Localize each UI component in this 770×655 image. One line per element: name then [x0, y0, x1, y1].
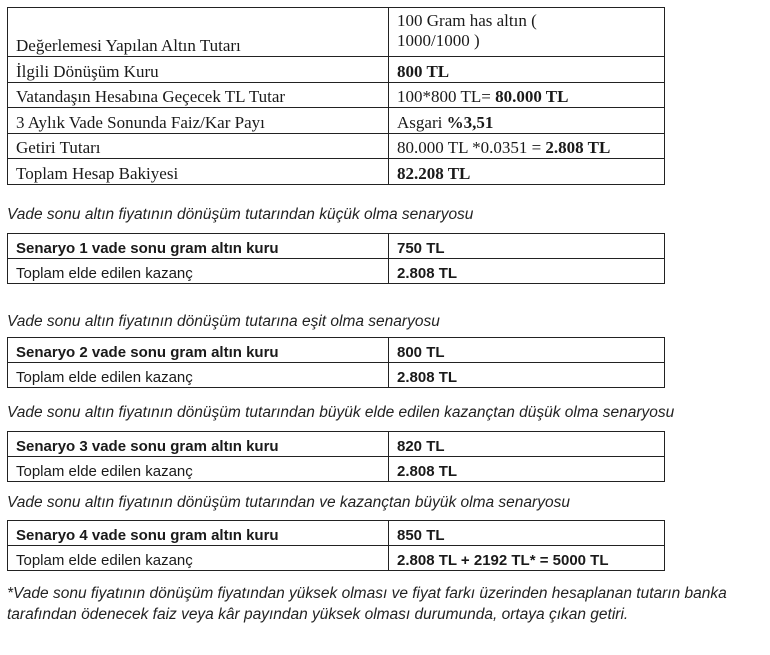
- table-cell-label: 3 Aylık Vade Sonunda Faiz/Kar Payı: [8, 108, 389, 134]
- scenario-rate-value: 820 TL: [389, 432, 665, 457]
- scenario-3-table: [7, 431, 665, 482]
- scenario-4-caption: Vade sonu altın fiyatının dönüşüm tutarından ve kazançtan büyük olma senaryosu: [7, 494, 570, 511]
- table-cell-label: Getiri Tutarı: [8, 133, 389, 159]
- table-cell-value: 800 TL: [389, 57, 665, 83]
- table-cell-value: 100*800 TL= 80.000 TL: [389, 82, 665, 108]
- scenario-gain-label: Toplam elde edilen kazanç: [8, 363, 389, 388]
- table-row: [8, 259, 665, 284]
- scenario-gain-label: Toplam elde edilen kazanç: [8, 259, 389, 284]
- table-row: [8, 234, 665, 259]
- table-row: [8, 8, 665, 57]
- scenario-gain-value: 2.808 TL + 2192 TL* = 5000 TL: [389, 546, 665, 571]
- scenario-2-caption: Vade sonu altın fiyatının dönüşüm tutarına eşit olma senaryosu: [7, 313, 440, 330]
- table-row: [8, 338, 665, 363]
- scenario-gain-value: 2.808 TL: [389, 457, 665, 482]
- table-cell-label: İlgili Dönüşüm Kuru: [8, 57, 389, 83]
- table-cell-value: 80.000 TL *0.0351 = 2.808 TL: [389, 133, 665, 159]
- scenario-3-caption: Vade sonu altın fiyatının dönüşüm tutarından büyük elde edilen kazançtan düşük olma senaryosu: [7, 404, 675, 421]
- table-row: [8, 159, 665, 185]
- table-row: [8, 82, 665, 108]
- scenario-gain-value: 2.808 TL: [389, 259, 665, 284]
- scenario-rate-label: Senaryo 2 vade sonu gram altın kuru: [8, 338, 389, 363]
- table-cell-value: Asgari %3,51: [389, 108, 665, 134]
- table-row: [8, 521, 665, 546]
- table-row: [8, 57, 665, 83]
- scenario-rate-value: 750 TL: [389, 234, 665, 259]
- scenario-gain-value: 2.808 TL: [389, 363, 665, 388]
- scenario-gain-label: Toplam elde edilen kazanç: [8, 457, 389, 482]
- table-row: [8, 457, 665, 482]
- scenario-rate-label: Senaryo 4 vade sonu gram altın kuru: [8, 521, 389, 546]
- scenario-rate-label: Senaryo 1 vade sonu gram altın kuru: [8, 234, 389, 259]
- table-cell-value: 100 Gram has altın ( 1000/1000 ): [389, 8, 665, 57]
- table-row: [8, 546, 665, 571]
- scenario-rate-label: Senaryo 3 vade sonu gram altın kuru: [8, 432, 389, 457]
- scenario-1-table: [7, 233, 665, 284]
- table-cell-label: Değerlemesi Yapılan Altın Tutarı: [8, 8, 389, 57]
- table-row: [8, 108, 665, 134]
- scenario-1-caption: Vade sonu altın fiyatının dönüşüm tutarından küçük olma senaryosu: [7, 206, 474, 223]
- scenario-2-table: [7, 337, 665, 388]
- footnote: *Vade sonu fiyatının dönüşüm fiyatından yüksek olması ve fiyat farkı üzerinden hesaplanan tutarın banka tarafından ödenecek faiz veya kâr payından yüksek olması durumunda, ortaya çıkan getiri.: [7, 585, 727, 623]
- table-cell-label: Vatandaşın Hesabına Geçecek TL Tutar: [8, 82, 389, 108]
- table-cell-value: 82.208 TL: [389, 159, 665, 185]
- table-cell-label: Toplam Hesap Bakiyesi: [8, 159, 389, 185]
- scenario-rate-value: 850 TL: [389, 521, 665, 546]
- scenario-gain-label: Toplam elde edilen kazanç: [8, 546, 389, 571]
- table-row: [8, 432, 665, 457]
- scenario-4-table: [7, 520, 665, 571]
- table-row: [8, 133, 665, 159]
- table-row: [8, 363, 665, 388]
- summary-table: [7, 7, 665, 185]
- scenario-rate-value: 800 TL: [389, 338, 665, 363]
